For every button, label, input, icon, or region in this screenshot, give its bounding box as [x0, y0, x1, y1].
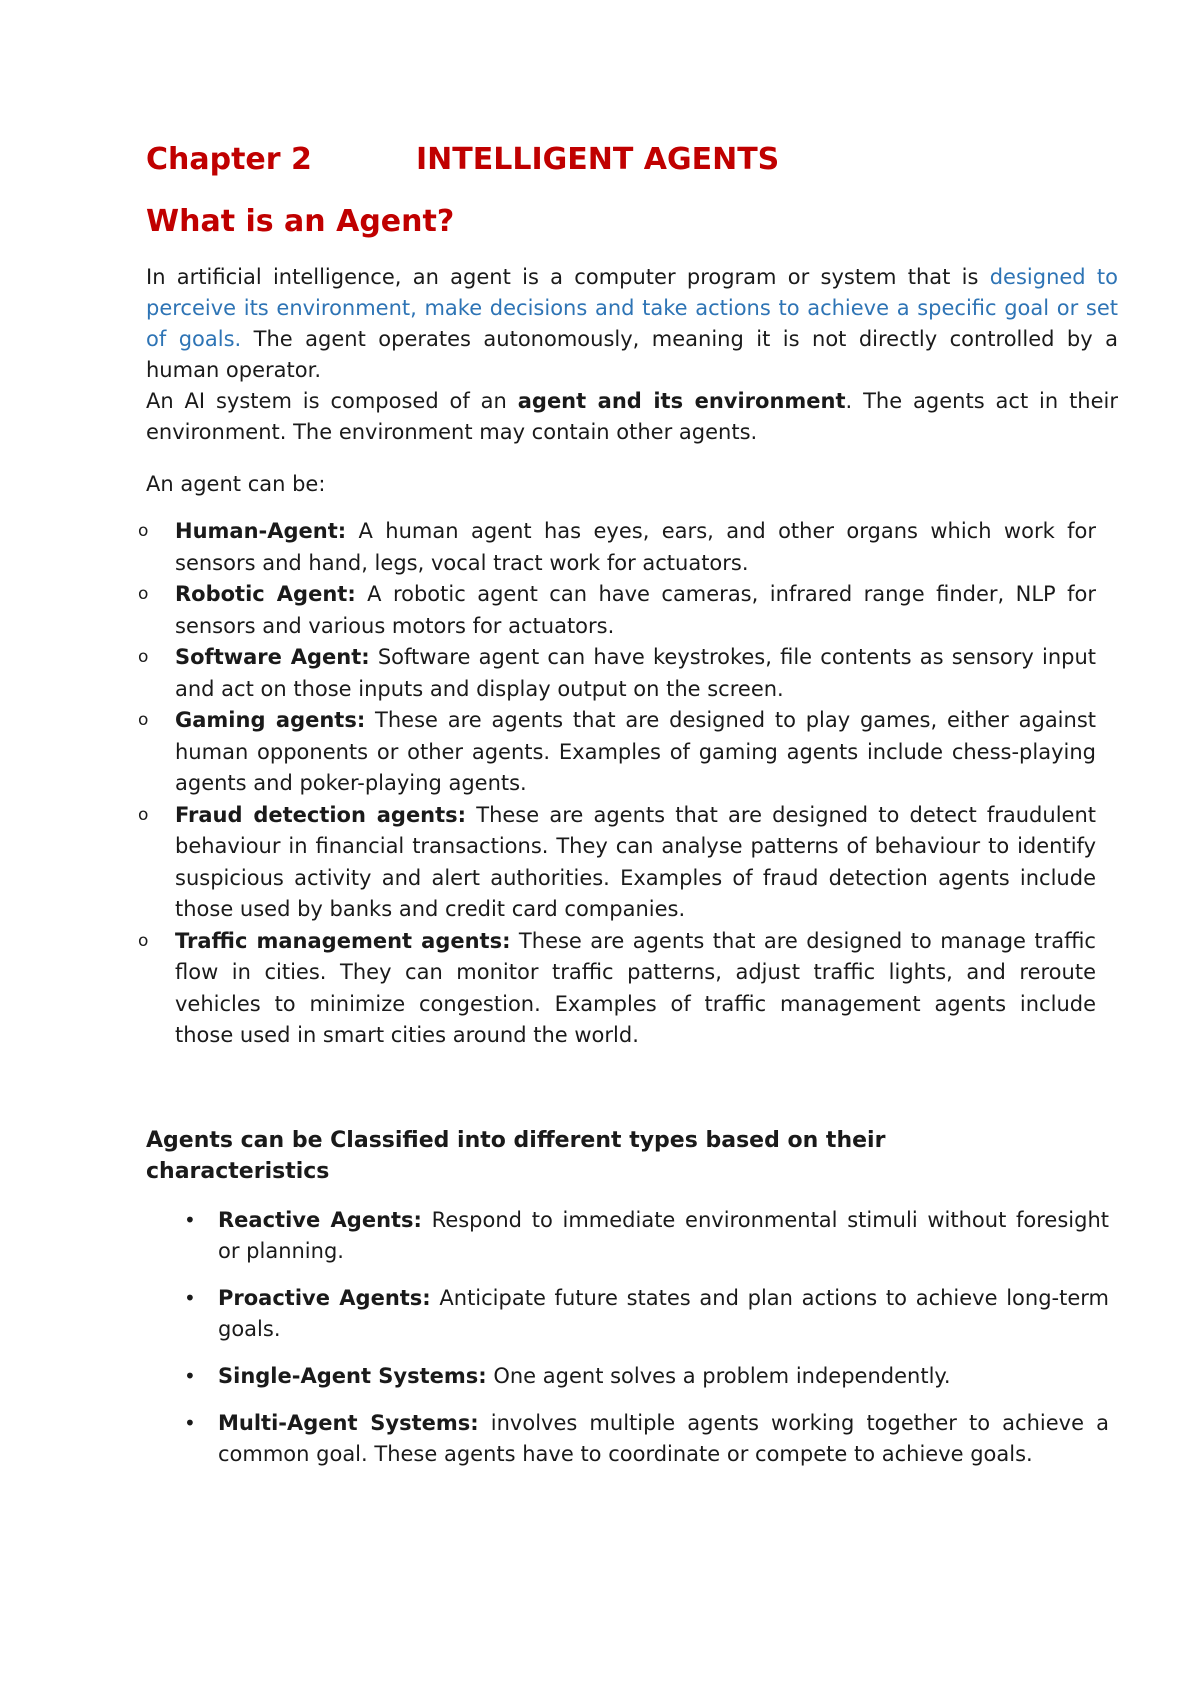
list-item-text: Respond to immediate environmental stimuli without foresight or planning.: [218, 1208, 1109, 1263]
intro-paragraph-2: [146, 386, 1118, 448]
list-item-term: Human-Agent:: [175, 519, 347, 543]
list-item-term: Gaming agents:: [175, 708, 366, 732]
list-item-text: A human agent has eyes, ears, and other organs which work for sensors and hand, legs, vocal tract work for actuators.: [175, 519, 1096, 575]
solid-bullet-icon: •: [184, 1286, 196, 1310]
hollow-bullet-icon: o: [138, 930, 149, 951]
list-item-text: These are agents that are designed to detect fraudulent behaviour in financial transactions. They can analyse patterns of behaviour to identify suspicious activity and alert authorities. Examples of fraud detection agents include those used by banks and credit card companies.: [175, 802, 1096, 921]
list-item: [146, 1205, 1109, 1267]
solid-bullet-icon: •: [184, 1364, 196, 1388]
list-item-term: Proactive Agents:: [218, 1286, 431, 1310]
list-item-text: involves multiple agents working together to achieve a common goal. These agents have to coordinate or compete to achieve goals.: [218, 1411, 1109, 1466]
chapter-title: [146, 142, 779, 177]
hollow-bullet-icon: o: [138, 521, 149, 541]
list-item: [138, 926, 1096, 1052]
list-item-text: A robotic agent can have cameras, infrared range finder, NLP for sensors and various motors for actuators.: [175, 582, 1097, 638]
agent-can-be-label: An agent can be:: [146, 472, 326, 496]
intro-text: . The agents act in their environment. The environment may contain other agents.: [146, 389, 1119, 444]
list-item-term: Robotic Agent:: [175, 582, 356, 606]
list-item-term: Reactive Agents:: [218, 1208, 422, 1232]
hollow-bullet-icon: o: [138, 647, 149, 667]
list-item-text: Software agent can have keystrokes, file contents as sensory input and act on those inputs and display output on the screen.: [175, 645, 1096, 701]
intro-paragraph-1: [146, 262, 1118, 386]
list-item-text: These are agents that are designed to manage traffic flow in cities. They can monitor traffic patterns, adjust traffic lights, and reroute vehicles to minimize congestion. Examples of traffic management agents include those used in smart cities around the world.: [175, 928, 1096, 1047]
list-item-term: Single-Agent Systems:: [218, 1364, 487, 1388]
list-item-text: These are agents that are designed to play games, either against human opponents or other agents. Examples of gaming agents include chess-playing agents and poker-playing agents.: [175, 708, 1097, 795]
intro-block: [146, 262, 1118, 448]
list-item-text: Anticipate future states and plan actions to achieve long-term goals.: [218, 1286, 1109, 1341]
agent-kinds-list: [138, 516, 1097, 1052]
hollow-bullet-icon: o: [138, 584, 149, 604]
list-item: [138, 516, 1096, 579]
solid-bullet-icon: •: [184, 1208, 196, 1232]
list-item-term: Software Agent:: [175, 645, 370, 669]
list-item: [146, 1361, 1109, 1392]
intro-text: An AI system is composed of an: [146, 389, 518, 413]
agent-types-list: [146, 1205, 1109, 1486]
list-item-term: Multi-Agent Systems:: [218, 1411, 479, 1435]
bold-phrase: agent and its environment: [517, 389, 846, 413]
list-item: [146, 1408, 1109, 1470]
list-item: [138, 705, 1097, 800]
intro-text: In artificial intelligence, an agent is a computer program or system that is: [146, 265, 990, 289]
list-item-term: Traffic management agents:: [175, 928, 511, 953]
chapter-number: Chapter 2: [146, 142, 312, 177]
hollow-bullet-icon: o: [138, 710, 149, 730]
section-title: What is an Agent?: [146, 204, 455, 239]
list-item: [138, 642, 1096, 705]
solid-bullet-icon: •: [184, 1411, 196, 1435]
list-item: [146, 1283, 1109, 1345]
list-item-term: Fraud detection agents:: [175, 802, 467, 827]
chapter-name: INTELLIGENT AGENTS: [416, 142, 780, 177]
list-item-text: One agent solves a problem independently.: [486, 1364, 951, 1388]
list-item: [138, 800, 1096, 926]
list-item: [138, 579, 1097, 642]
classification-heading: Agents can be Classified into different types based on their characteristics: [146, 1128, 886, 1184]
highlighted-definition: designed to perceive its environment, make decisions and take actions to achieve a specific goal or set of goals.: [146, 265, 1118, 351]
hollow-bullet-icon: o: [138, 804, 149, 825]
intro-text: The agent operates autonomously, meaning it is not directly controlled by a human operator.: [146, 327, 1119, 382]
